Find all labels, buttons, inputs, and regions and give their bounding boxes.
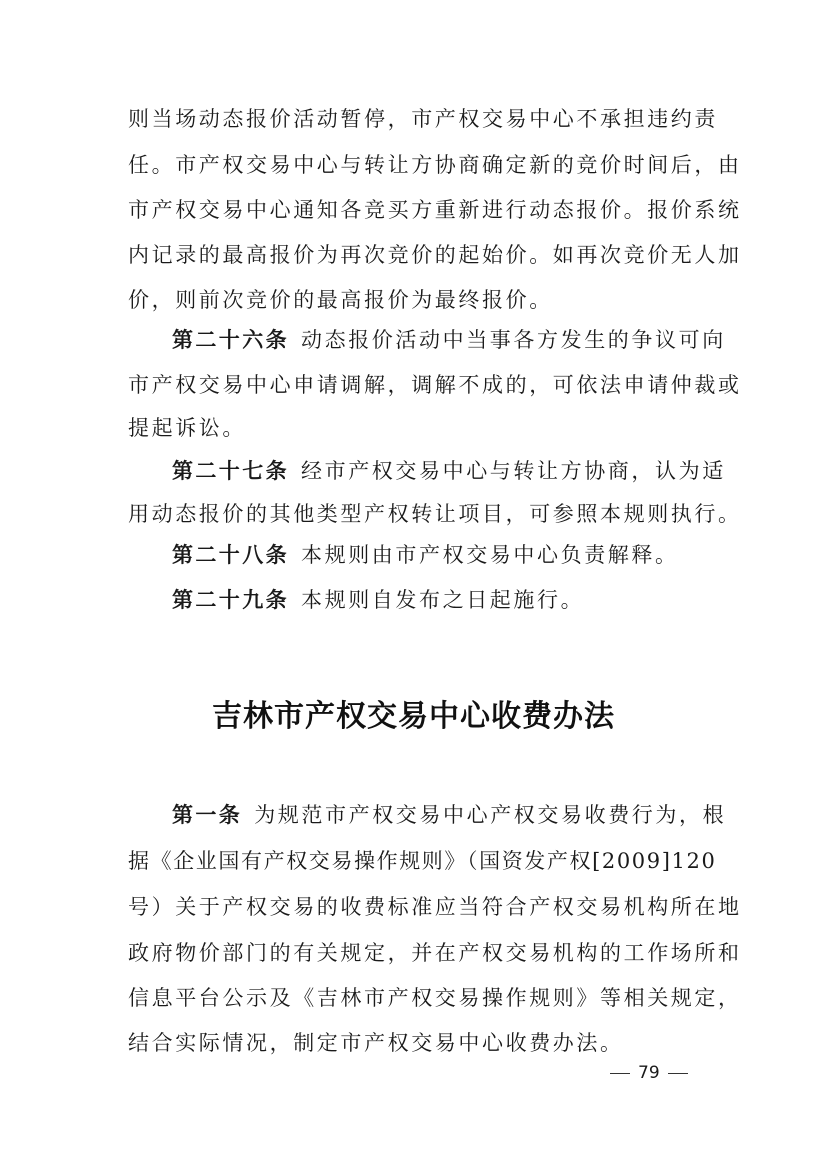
article-text: 经市产权交易中心与转让方协商，认为适 xyxy=(301,459,726,483)
article-1-line xyxy=(172,800,726,830)
page-number xyxy=(610,1061,688,1085)
article-text: 本规则自发布之日起施行。 xyxy=(301,588,585,612)
article-label: 第二十八条 xyxy=(172,543,289,567)
text-line: 用动态报价的其他类型产权转让项目，可参照本规则执行。 xyxy=(128,502,742,526)
text-line: 提起诉讼。 xyxy=(128,416,246,440)
text-line: 内记录的最高报价为再次竞价的起始价。如再次竞价无人加 xyxy=(128,243,742,267)
text-line: 价，则前次竞价的最高报价为最终报价。 xyxy=(128,288,553,312)
article-29-line xyxy=(172,585,584,615)
text-line: 号）关于产权交易的收费标准应当符合产权交易机构所在地 xyxy=(128,895,742,919)
text-line: 结合实际情况，制定市产权交易中心收费办法。 xyxy=(128,1031,624,1055)
section-title: 吉林市产权交易中心收费办法 xyxy=(212,699,615,734)
text-line: 市产权交易中心申请调解，调解不成的，可依法申请仲裁或 xyxy=(128,373,742,397)
article-label: 第二十六条 xyxy=(172,328,289,352)
dash-left xyxy=(610,1073,630,1074)
article-text: 动态报价活动中当事各方发生的争议可向 xyxy=(301,328,726,352)
page-number-value: 79 xyxy=(638,1063,660,1083)
article-28-line xyxy=(172,540,679,570)
text-line: 据《企业国有产权交易操作规则》（国资发产权[2009]120 xyxy=(128,849,717,873)
dash-right xyxy=(668,1073,688,1074)
text-line: 则当场动态报价活动暂停，市产权交易中心不承担违约责 xyxy=(128,107,718,131)
text-line: 信息平台公示及《吉林市产权交易操作规则》等相关规定， xyxy=(128,986,742,1010)
article-label: 第二十七条 xyxy=(172,459,289,483)
article-27-line xyxy=(172,456,726,486)
text-line: 市产权交易中心通知各竞买方重新进行动态报价。报价系统 xyxy=(128,198,742,222)
article-label: 第一条 xyxy=(172,803,243,827)
article-26-line xyxy=(172,325,726,355)
article-text: 本规则由市产权交易中心负责解释。 xyxy=(301,543,679,567)
text-line: 任。市产权交易中心与转让方协商确定新的竞价时间后，由 xyxy=(128,153,742,177)
text-line: 政府物价部门的有关规定，并在产权交易机构的工作场所和 xyxy=(128,941,742,965)
article-text: 为规范市产权交易中心产权交易收费行为，根 xyxy=(254,803,727,827)
article-label: 第二十九条 xyxy=(172,588,289,612)
